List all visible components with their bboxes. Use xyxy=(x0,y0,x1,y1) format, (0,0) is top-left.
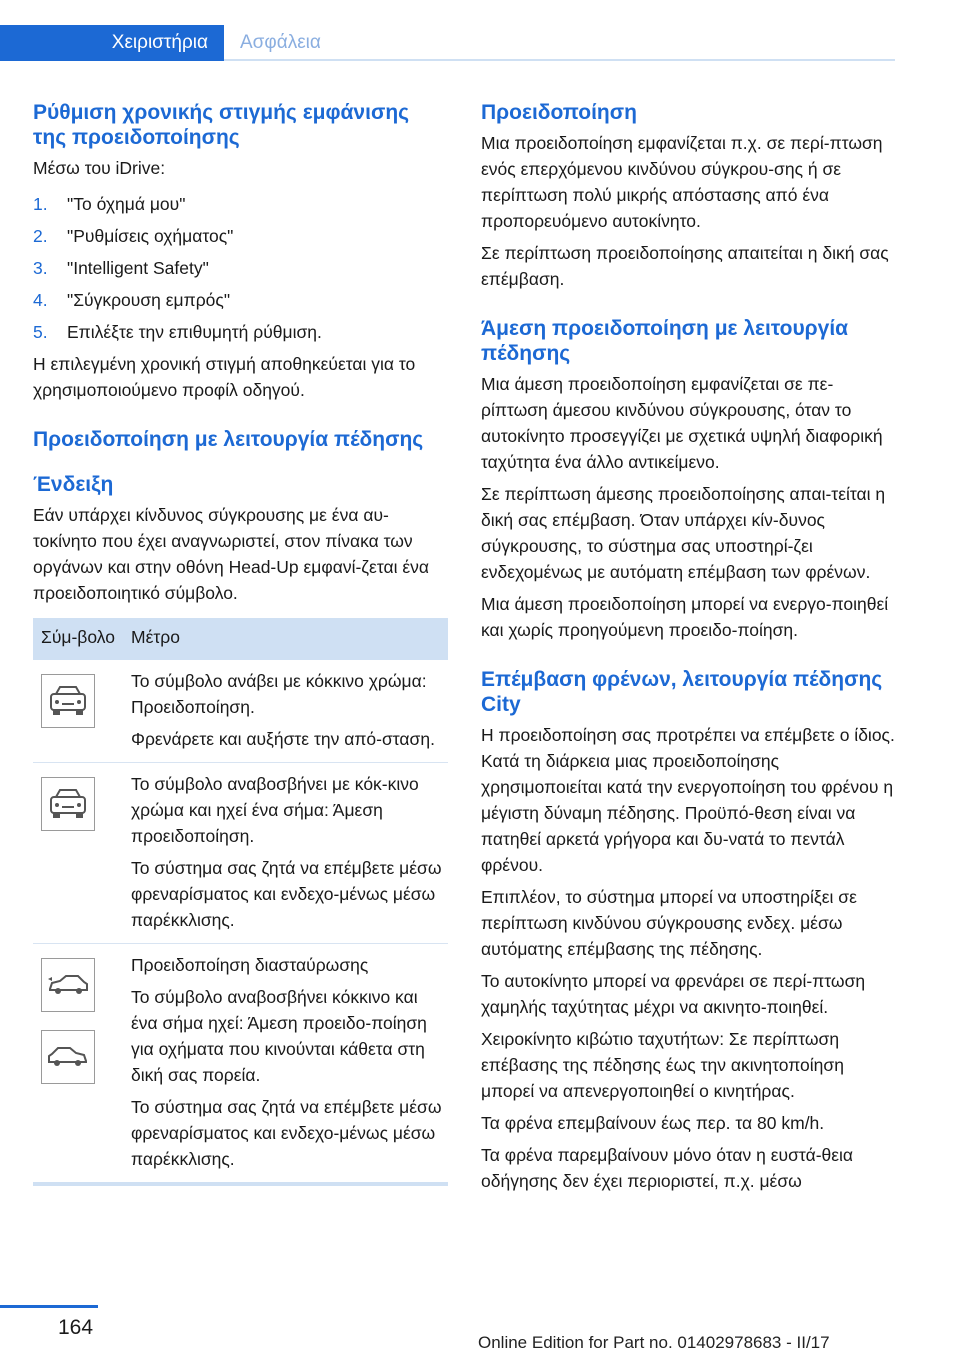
table-header-symbol: Σύμ-βολο xyxy=(41,627,115,647)
row3-line3: Το σύστημα σας ζητά να επέμβετε μέσω φρεναρίσματος και ενδεχο-μένως μέσω παρέκκλισης. xyxy=(131,1097,442,1169)
cross-traffic-right-icon xyxy=(41,1030,95,1084)
cross-traffic-left-icon xyxy=(41,958,95,1012)
intro-text: Μέσω του iDrive: xyxy=(33,158,166,178)
right-column xyxy=(481,100,896,1200)
city-text-4: Χειροκίνητο κιβώτιο ταχυτήτων: Σε περίπτωση επέβασης της πέδησης έως την ακινητοποίηση μπορεί να απενεργοποιηθεί ο κινητήρας. xyxy=(481,1029,844,1101)
city-text-2: Επιπλέον, το σύστημα μπορεί να υποστηρίξει σε περίπτωση κινδύνου σύγκρουσης ενδεχ. μέσω αυτόματης επέμβασης της πέδησης. xyxy=(481,887,857,959)
acute-text-2: Σε περίπτωση άμεσης προειδοποίησης απαι-τείται η δική σας επέμβαση. Όταν υπάρχει κίν-δυνος σύγκρουσης, το σύστημα σας υποστηρί-ζει ενδεχομένως με αυτόματη επέμβαση των φρένων. xyxy=(481,484,886,582)
section-title-warning: Προειδοποίηση xyxy=(481,101,637,124)
car-warning-icon xyxy=(41,777,95,831)
table-row xyxy=(33,660,448,763)
section-title-timing: Ρύθμιση χρονικής στιγμής εμφάνισης της προειδοποίησης xyxy=(33,101,410,149)
list-item: 5. Επιλέξτε την επιθυμητή ρύθμιση. xyxy=(33,322,322,342)
edition-text: Online Edition for Part no. 01402978683 - II/17 xyxy=(478,1333,830,1352)
tab-controls-label: Χειριστήρια xyxy=(111,32,208,53)
section-title-city-braking: Επέμβαση φρένων, λειτουργία πέδησης City xyxy=(481,668,883,716)
tab-safety[interactable] xyxy=(224,25,321,61)
city-text-6: Τα φρένα παρεμβαίνουν μόνο όταν η ευστά-θεια οδήγησης δεν έχει περιοριστεί, π.χ. μέσω xyxy=(481,1145,854,1191)
table-header xyxy=(33,618,448,660)
section-title-indicator: Ένδειξη xyxy=(33,473,114,496)
list-item: 2. "Ρυθμίσεις οχήματος" xyxy=(33,226,234,246)
page-number: 164 xyxy=(58,1316,94,1339)
header-tabs xyxy=(0,25,895,61)
footer-accent-line xyxy=(0,1305,98,1308)
note-text: Η επιλεγμένη χρονική στιγμή αποθηκεύεται για το χρησιμοποιούμενο προφίλ οδηγού. xyxy=(33,354,416,400)
warning-text-2: Σε περίπτωση προειδοποίησης απαιτείται η δική σας επέμβαση. xyxy=(481,243,889,289)
table-header-measure: Μέτρο xyxy=(131,627,180,647)
car-warning-icon xyxy=(41,674,95,728)
indicator-text: Εάν υπάρχει κίνδυνος σύγκρουσης με ένα αυ-τοκίνητο που έχει αναγνωριστεί, στον πίνακα των οργάνων και στην οθόνη Head-Up εμφανί-ζεται ένα προειδοποιητικό σύμβολο. xyxy=(33,505,430,603)
row3-line2: Το σύμβολο αναβοσβήνει κόκκινο και ένα σήμα ηχεί: Άμεση προειδο-ποίηση για οχήματα που κινούνται κάθετα στη δική σας πορεία. xyxy=(131,987,427,1085)
table-row xyxy=(33,763,448,944)
row1-line2: Φρενάρετε και αυξήστε την από-σταση. xyxy=(131,729,435,749)
symbol-table xyxy=(33,618,448,1186)
acute-text-3: Μια άμεση προειδοποίηση μπορεί να ενεργο-ποιηθεί και χωρίς προηγούμενη προειδο-ποίηση. xyxy=(481,594,889,640)
tab-safety-label: Ασφάλεια xyxy=(240,32,321,53)
list-item: 4. "Σύγκρουση εμπρός" xyxy=(33,290,231,310)
row2-line2: Το σύστημα σας ζητά να επέμβετε μέσω φρεναρίσματος και ενδεχο-μένως μέσω παρέκκλισης. xyxy=(131,858,442,930)
city-text-5: Τα φρένα επεμβαίνουν έως περ. τα 80 km/h. xyxy=(481,1113,825,1133)
section-title-acute-warning: Άμεση προειδοποίηση με λειτουργία πέδησης xyxy=(481,317,849,365)
table-row xyxy=(33,944,448,1182)
acute-text-1: Μια άμεση προειδοποίηση εμφανίζεται σε πε-ρίπτωση άμεσου κινδύνου σύγκρουσης, όταν το αυτοκίνητο προσεγγίζει με σχετικά υψηλή διαφορική ταχύτητα ένα άλλο αντικείμενο. xyxy=(481,374,883,472)
warning-text-1: Μια προειδοποίηση εμφανίζεται π.χ. σε περί-πτωση ενός επερχόμενου κινδύνου σύγκρου-σης ή σε περίπτωση πολύ μικρής απόστασης από ένα προπορευόμενο αυτοκίνητο. xyxy=(481,133,883,231)
city-text-1: Η προειδοποίηση σας προτρέπει να επέμβετε ο ίδιος. Κατά τη διάρκεια μιας προειδοποίησης χρησιμοποιείται κατά την ενεργοποίηση του φρένου η μέγιστη δύναμη πέδησης. Προϋπό-θεση είναι να πατηθεί αρκετά γρήγορα και δυ-νατά το πεντάλ φρένου. xyxy=(481,725,895,875)
row3-line1: Προειδοποίηση διασταύρωσης xyxy=(131,955,369,975)
list-item: 1. "Το όχημά μου" xyxy=(33,194,186,214)
list-item: 3. "Intelligent Safety" xyxy=(33,258,209,278)
steps-list xyxy=(33,191,448,345)
section-title-brake-warning: Προειδοποίηση με λειτουργία πέδησης xyxy=(33,428,424,451)
row1-line1: Το σύμβολο ανάβει με κόκκινο χρώμα: Προειδοποίηση. xyxy=(131,671,427,717)
city-text-3: Το αυτοκίνητο μπορεί να φρενάρει σε περί-πτωση χαμηλής ταχύτητας μέχρι να ακινητο-ποιηθεί. xyxy=(481,971,866,1017)
tab-controls[interactable] xyxy=(0,25,224,61)
row2-line1: Το σύμβολο αναβοσβήνει με κόκ-κινο χρώμα και ηχεί ένα σήμα: Άμεση προειδοποίηση. xyxy=(131,774,419,846)
left-column xyxy=(33,100,448,1186)
